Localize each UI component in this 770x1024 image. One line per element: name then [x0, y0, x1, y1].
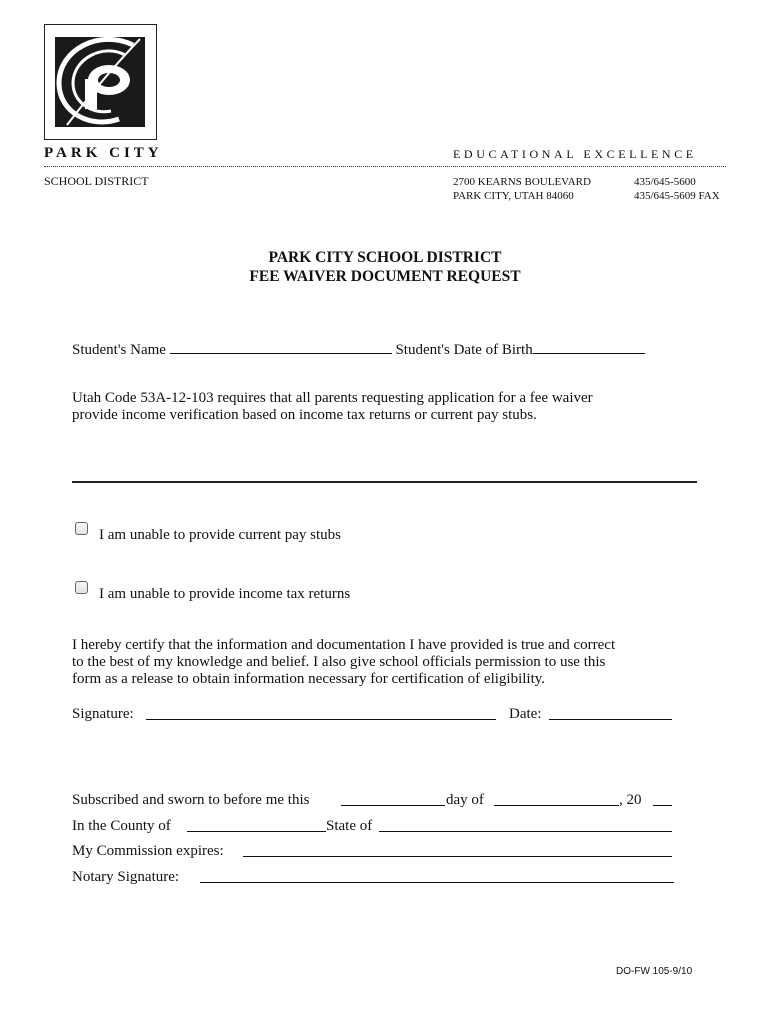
district-logo — [44, 24, 157, 140]
org-name: PARK CITY — [44, 145, 163, 161]
state-field[interactable] — [379, 818, 672, 832]
student-name-field[interactable] — [170, 340, 392, 354]
intro-line-2: provide income verification based on income tax returns or current pay stubs. — [72, 407, 537, 423]
notary-signature-field[interactable] — [200, 869, 674, 883]
pay-stubs-checkbox[interactable] — [75, 522, 88, 535]
date-label: Date: — [509, 706, 542, 722]
year-field[interactable] — [653, 792, 672, 806]
certification-line-3: form as a release to obtain information necessary for certification of eligibility. — [72, 671, 546, 687]
org-subtitle: SCHOOL DISTRICT — [44, 174, 149, 188]
intro-line-1: Utah Code 53A-12-103 requires that all parents requesting application for a fee waiver — [72, 390, 593, 406]
document-title-line-1: PARK CITY SCHOOL DISTRICT — [268, 249, 502, 266]
commission-field[interactable] — [243, 843, 672, 857]
certification-line-2: to the best of my knowledge and belief. I also give school officials permission to use this — [72, 654, 606, 670]
year-prefix: , 20 — [619, 792, 642, 808]
phone-number: 435/645-5600 — [634, 176, 696, 188]
address-line-2: PARK CITY, UTAH 84060 — [453, 190, 574, 202]
county-label: In the County of — [72, 818, 171, 834]
tagline: EDUCATIONAL EXCELLENCE — [453, 147, 697, 161]
student-info-row — [72, 340, 645, 359]
subscribed-label: Subscribed and sworn to before me this — [72, 792, 310, 808]
signature-label: Signature: — [72, 706, 134, 722]
day-of-label: day of — [446, 792, 484, 808]
address-line-1: 2700 KEARNS BOULEVARD — [453, 176, 591, 188]
section-divider — [72, 481, 697, 483]
tax-returns-label: I am unable to provide income tax returns — [99, 586, 351, 602]
day-field[interactable] — [341, 792, 445, 806]
fax-number: 435/645-5609 FAX — [634, 190, 720, 202]
notary-signature-label: Notary Signature: — [72, 869, 180, 885]
pay-stubs-label: I am unable to provide current pay stubs — [99, 527, 342, 543]
student-name-label: Student's Name — [72, 342, 166, 358]
date-field[interactable] — [549, 706, 672, 720]
document-title-line-2: FEE WAIVER DOCUMENT REQUEST — [249, 268, 521, 285]
county-field[interactable] — [187, 818, 326, 832]
header-divider — [44, 166, 726, 167]
tax-returns-checkbox[interactable] — [75, 581, 88, 594]
commission-label: My Commission expires: — [72, 843, 224, 859]
student-dob-field[interactable] — [533, 340, 645, 354]
state-label: State of — [326, 818, 373, 834]
month-field[interactable] — [494, 792, 619, 806]
signature-field[interactable] — [146, 706, 496, 720]
form-code: DO-FW 105-9/10 — [616, 966, 693, 977]
certification-line-1: I hereby certify that the information and documentation I have provided is true and correct — [72, 637, 616, 653]
student-dob-label: Student's Date of Birth — [395, 342, 533, 358]
